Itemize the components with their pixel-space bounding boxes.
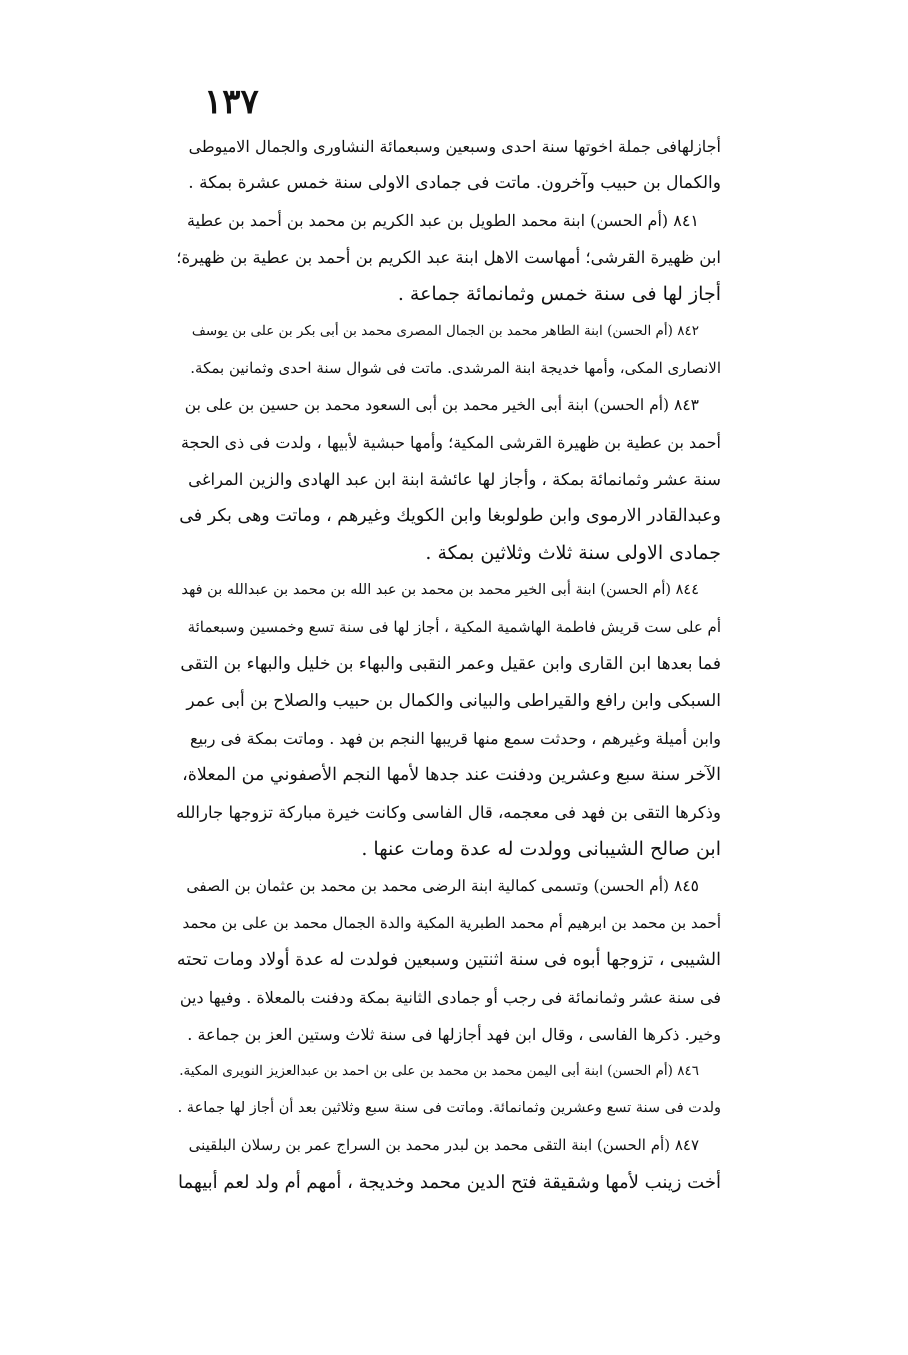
entry-start-line: ٨٤٣ (أم الحسن) ابنة أبى الخير محمد بن أبى السعود محمد بن حسين بن على بن xyxy=(184,396,699,414)
page-number: ١٣٧ xyxy=(204,82,259,122)
text-line: والكمال بن حبيب وآخرون. ماتت فى جمادى الاولى سنة خمس عشرة بمكة . xyxy=(188,173,721,193)
text-line: فما بعدها ابن القارى وابن عقيل وعمر النقبى والبهاء بن خليل والبهاء بن التقى xyxy=(180,654,721,674)
body-text xyxy=(176,128,721,1201)
text-line: فى سنة عشر وثمانمائة فى رجب أو جمادى الثانية بمكة ودفنت بالمعلاة . وفيها دين xyxy=(179,988,721,1007)
text-line: الانصارى المكى، وأمها خديجة ابنة المرشدى. ماتت فى شوال سنة احدى وثمانين بمكة. xyxy=(190,359,721,377)
text-line: وعبدالقادر الارموى وابن طولوبغا وابن الكويك وغيرهم ، وماتت وهى بكر فى xyxy=(179,506,721,526)
text-line: أجازلهافى جملة اخوتها سنة احدى وسبعين وسبعمائة النشاورى والجمال الاميوطى xyxy=(188,137,721,156)
entry-start-line: ٨٤٤ (أم الحسن) ابنة أبى الخير محمد بن محمد بن عبد الله بن محمد بن عبدالله بن فهد xyxy=(181,582,699,598)
text-line: جمادى الاولى سنة ثلاث وثلاثين بمكة . xyxy=(425,542,721,564)
text-line: السبكى وابن رافع والقيراطى والبيانى والكمال بن حبيب والصلاح بن أبى عمر xyxy=(186,691,721,711)
text-line: وخير. ذكرها الفاسى ، وقال ابن فهد أجازلها فى سنة ثلاث وستين العز بن جماعة . xyxy=(187,1025,721,1044)
text-line: أحمد بن محمد بن ابرهيم أم محمد الطبرية المكية والدة الجمال محمد بن على بن محمد xyxy=(182,914,721,932)
entry-start-line: ٨٤٢ (أم الحسن) ابنة الطاهر محمد بن الجمال المصرى محمد بن أبى بكر بن على بن يوسف xyxy=(191,323,699,339)
text-line: ولدت فى سنة تسع وعشرين وثمانمائة. وماتت فى سنة سبع وثلاثين بعد أن أجاز لها جماعة . xyxy=(177,1100,721,1116)
text-line: ابن ظهيرة القرشى؛ أمهاست الاهل ابنة عبد الكريم بن أحمد بن عطية بن ظهيرة؛ xyxy=(176,248,721,267)
text-line: أخت زينب لأمها وشقيقة فتح الدين محمد وخديجة ، أمهم أم ولد لعم أبيهما xyxy=(178,1172,721,1193)
text-line: ابن صالح الشيبانى وولدت له عدة ومات عنها . xyxy=(361,838,721,860)
text-line: الآخر سنة سبع وعشرين ودفنت عند جدها لأمها النجم الأصفوني من المعلاة، xyxy=(182,765,721,785)
text-line: وابن أميلة وغيرهم ، وحدثت سمع منها قريبها النجم بن فهد . وماتت بمكة فى ربيع xyxy=(189,729,721,748)
text-line: سنة عشر وثمانمائة بمكة ، وأجاز لها عائشة ابنة ابن عبد الهادى والزين المراغى xyxy=(188,470,721,489)
text-line: الشيبى ، تزوجها أبوه فى سنة اثنتين وسبعين فولدت له عدة أولاد ومات تحته xyxy=(176,950,721,970)
entry-start-line: ٨٤٦ (أم الحسن) ابنة أبى اليمن محمد بن محمد بن على بن احمد بن عبدالعزيز النويرى المكية. xyxy=(179,1063,699,1079)
text-line: أحمد بن عطية بن ظهيرة القرشى المكية؛ وأمها حبشية لأبيها ، ولدت فى ذى الحجة xyxy=(180,433,721,452)
entry-start-line: ٨٤٧ (أم الحسن) ابنة التقى محمد بن لبدر محمد بن السراج عمر بن رسلان البلقينى xyxy=(188,1136,699,1154)
text-line: أم على ست قريش فاطمة الهاشمية المكية ، أجاز لها فى سنة تسع وخمسين وسبعمائة xyxy=(187,618,721,636)
entry-start-line: ٨٤١ (أم الحسن) ابنة محمد الطويل بن عبد الكريم بن محمد بن أحمد بن عطية xyxy=(186,211,699,230)
text-line: وذكرها التقى بن فهد فى معجمه، قال الفاسى وكانت خيرة مباركة تزوجها جارالله xyxy=(176,803,721,822)
text-line: أجاز لها فى سنة خمس وثمانمائة جماعة . xyxy=(397,283,721,305)
entry-start-line: ٨٤٥ (أم الحسن) وتسمى كمالية ابنة الرضى محمد بن محمد بن عثمان بن الصفى xyxy=(186,877,699,895)
